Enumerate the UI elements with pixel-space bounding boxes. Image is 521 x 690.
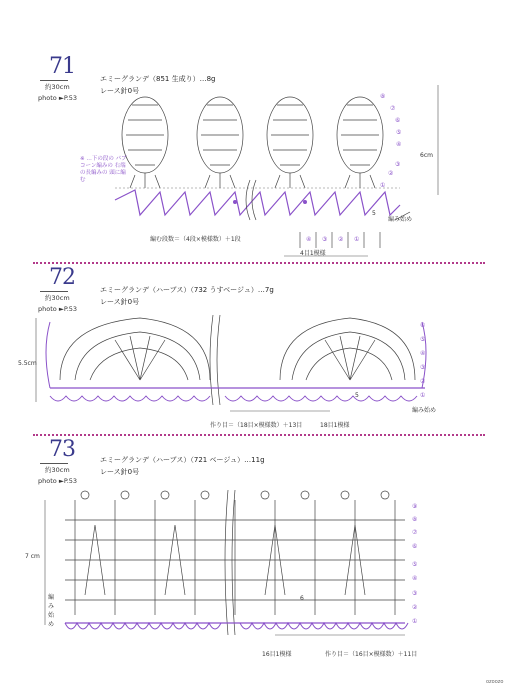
pattern-72-hook: レース針0号: [100, 298, 140, 306]
pattern-number-71: 71: [49, 54, 75, 79]
bottom-mark: ④: [306, 236, 312, 243]
row-mark: ①: [412, 618, 418, 625]
row-mark: ⑤: [396, 129, 402, 136]
watermark: ozoozo: [486, 679, 504, 685]
pattern-72-five: 5: [355, 392, 359, 399]
pattern-73-hook: レース針0号: [100, 468, 140, 476]
row-mark: ⑦: [412, 529, 418, 536]
pattern-71-height: 6cm: [420, 152, 433, 159]
separator-72-73: [33, 434, 485, 436]
pattern-72-foundation-note: 作り目＝（18目×模様数）＋13目: [210, 422, 303, 429]
bottom-mark: ①: [354, 236, 360, 243]
row-mark: ②: [420, 378, 426, 385]
pattern-73-six: 6: [300, 595, 304, 602]
pattern-73-foundation-note: 作り目＝（16目×模様数）＋11目: [325, 651, 418, 658]
row-mark: ①: [380, 182, 386, 189]
row-mark: ③: [395, 161, 401, 168]
row-mark: ③: [420, 364, 426, 371]
row-mark: ⑥: [412, 543, 418, 550]
pattern-72-yarn: エミーグランデ（ハーブス）（732 うすベージュ）…7g: [100, 286, 274, 294]
pattern-number-73: 73: [49, 437, 75, 462]
pattern-72-photo-ref: photo ►P.53: [38, 305, 78, 313]
bottom-mark: ②: [338, 236, 344, 243]
pineapple-motif: [267, 97, 313, 188]
pattern-71-start: 編み始め: [388, 216, 413, 223]
row-mark: ②: [388, 170, 394, 177]
pattern-73-start: 編み始め: [48, 594, 55, 628]
pattern-71-note: ※ …下の段の パプコーン編みの 右端の長編みの 頭に編む: [80, 156, 127, 183]
pattern-71-yarn: エミーグランデ（851 生成り）…8g: [100, 75, 216, 83]
separator-71-72: [33, 262, 485, 264]
row-mark: ④: [420, 350, 426, 357]
row-mark: ①: [420, 392, 426, 399]
row-mark: ④: [396, 141, 402, 148]
pattern-73-height: 7 cm: [25, 553, 40, 560]
pineapple-motif: [122, 97, 168, 188]
row-mark: ⑥: [420, 322, 426, 329]
row-mark: ⑥: [395, 117, 401, 124]
pattern-71-five: 5: [372, 210, 376, 217]
pattern-72-diagram: [30, 310, 450, 415]
pattern-73-repeat: 16目1模様: [262, 651, 292, 658]
pineapple-motif: [337, 97, 386, 189]
pattern-71-photo-ref: photo ►P.53: [38, 94, 78, 102]
pattern-number-72: 72: [49, 265, 75, 290]
row-mark: ⑧: [412, 516, 418, 523]
row-mark: ③: [412, 590, 418, 597]
pattern-73-yarn: エミーグランデ（ハーブス）（721 ベージュ）…11g: [100, 456, 265, 464]
pattern-71-hook: レース針0号: [100, 87, 140, 95]
bottom-mark: ③: [322, 236, 328, 243]
pattern-73-rule: [40, 463, 68, 464]
row-mark: ⑨: [412, 503, 418, 510]
pattern-71-repeat: 4目1模様: [300, 250, 326, 257]
row-mark: ⑤: [420, 336, 426, 343]
row-mark: ⑦: [390, 105, 396, 112]
pattern-72-repeat: 18目1模様: [320, 422, 350, 429]
pattern-71-width: 約30cm: [45, 83, 70, 91]
pineapple-motif: [197, 97, 243, 188]
pattern-72-width: 約30cm: [45, 294, 70, 302]
pattern-71-foundation-note: 編む段数＝（4段×模様数）＋1段: [150, 236, 241, 243]
row-mark: ⑤: [412, 561, 418, 568]
row-mark: ⑧: [380, 93, 386, 100]
row-mark: ④: [412, 575, 418, 582]
pattern-73-width: 約30cm: [45, 466, 70, 474]
pattern-73-photo-ref: photo ►P.53: [38, 477, 78, 485]
pattern-73-diagram: [35, 485, 435, 645]
pattern-72-height: 5.5cm: [18, 360, 37, 367]
pattern-72-rule: [40, 291, 68, 292]
row-mark: ②: [412, 604, 418, 611]
pattern-72-start: 編み始め: [412, 407, 437, 414]
